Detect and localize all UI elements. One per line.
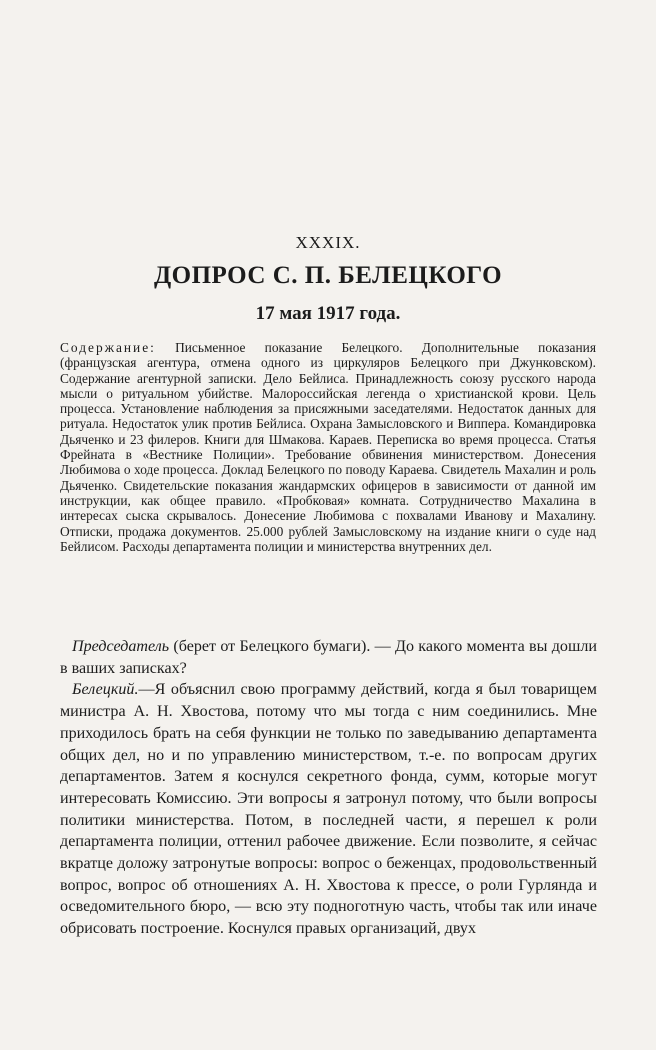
summary-text: Письменное показание Белецкого. Дополнительные показания (французская агентура, отмена одного из циркуляров Белецкого при Джунковском). Содержание агентурной записки. Дело Бейлиса. Принадлежность союзу русского народа мысли о ритуальном убийстве. Малороссийская легенда о христианской крови. Цель процесса. Установление наблюдения за присяжными заседателями. Недостаток данных для ритуала. Недостаток улик против Бейлиса. Охрана Замысловского и Виппера. Командировка Дьяченко и 23 филеров. Книги для Шмакова. Караев. Переписка во время процесса. Статья Фрейната в «Вестнике Полиции». Требование обвинения министерством. Донесения Любимова о ходе процесса. Доклад Белецкого по поводу Караева. Свидетель Махалин и роль Дьяченко. Свидетельские показания жандармских офицеров в зависимости от данной им инструкции, как общее правило. «Пробковая» комната. Сотрудничество Махалина в интересах сыска скрывалось. Донесение Любимова с похвалами Иванову и Махалину. Отписки, продажа документов. 25.000 рублей Замысловскому на издание книги о суде над Бейлисом. Расходы департамента полиции и министерства внутренних дел. <box>60 340 596 554</box>
page-title: ДОПРОС С. П. БЕЛЕЦКОГО <box>153 262 503 289</box>
speech-text: (берет от Белецкого бумаги). — До какого момента вы дошли в ваших записках? <box>60 638 597 677</box>
transcript-paragraph <box>60 679 597 939</box>
speaker-name: Председатель <box>72 638 170 655</box>
chapter-summary <box>60 340 596 554</box>
speaker-name: Белецкий. <box>72 681 139 699</box>
chapter-number: XXXIX. <box>295 233 361 252</box>
speech-text: —Я объяснил свою программу действий, когда я был товарищем министра А. Н. Хвостова, потому что мы тогда с ним соединились. Мне приходилось брать на себя функции не только по заведыванию департамента общих дел, но и по управлению министерством, т.-е. по вопросам других департаментов. Затем я коснулся секретного фонда, сумм, которые могут интересовать Комиссию. Эти вопросы я затронул потому, что были вопросы политики министерства. Потом, в последней части, я перешел к роли департамента полиции, оттенил рабочее движение. Если позволите, я сейчас вкратце доложу затронутые вопросы: вопрос о беженцах, продовольственный вопрос, вопрос об отношениях А. Н. Хвостова к прессе, о роли Гурлянда и осведомительного бюро, — всю эту подноготную часть, чтобы так или иначе обрисовать построение. Коснулся правых организаций, двух <box>60 681 597 938</box>
summary-label: Содержание: <box>60 340 156 355</box>
interrogation-date: 17 мая 1917 года. <box>255 303 401 324</box>
transcript-paragraph <box>60 636 597 679</box>
transcript-body <box>60 636 597 940</box>
